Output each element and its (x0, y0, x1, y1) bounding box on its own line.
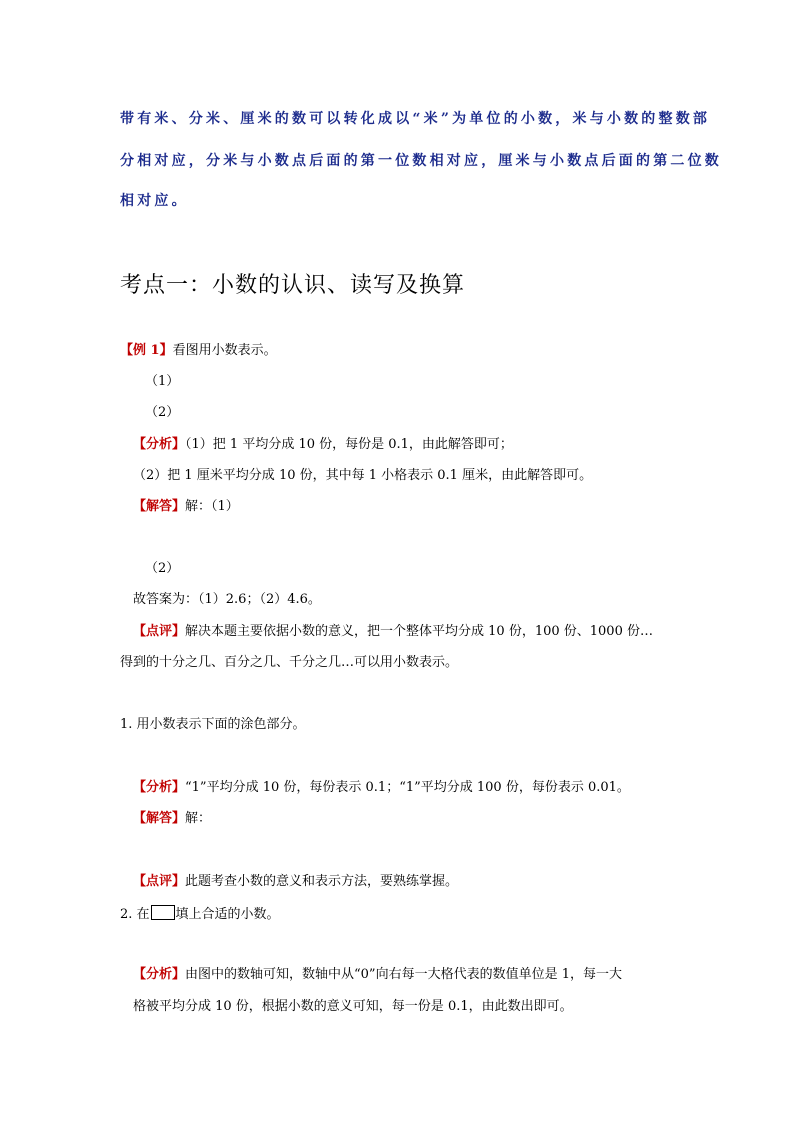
intro-line-3: 相对应。 (120, 193, 189, 209)
problem-2-prefix: 2. 在 (120, 907, 150, 922)
analysis-text-1: 由图中的数轴可知，数轴中从“0”向右每一大格代表的数值单位是 1，每一大 (185, 967, 622, 982)
example-final-answer: 故答案为：（1）2.6；（2）4.6。 (133, 592, 321, 607)
analysis-text-1: （1）把 1 平均分成 10 份，每份是 0.1，由此解答即可； (185, 437, 513, 452)
answer-text: 解： (185, 811, 212, 826)
analysis-tag: 【分析】 (133, 437, 186, 452)
problem-1-comment (133, 874, 458, 890)
analysis-tag: 【分析】 (133, 967, 186, 982)
example-answer-line-2: （2） (145, 561, 180, 576)
comment-tag: 【点评】 (133, 624, 186, 639)
problem-1-answer (133, 811, 211, 827)
analysis-tag: 【分析】 (133, 780, 186, 795)
section-heading: 考点一：小数的认识、读写及换算 (120, 273, 466, 298)
comment-text-1: 解决本题主要依据小数的意义，把一个整体平均分成 10 份，100 份、1000 份… (185, 624, 653, 639)
example-q1: （1） (145, 374, 180, 389)
example-analysis-line-2: （2）把 1 厘米平均分成 10 份，其中每 1 小格表示 0.1 厘米，由此解答即可。 (133, 468, 593, 483)
blank-box (151, 905, 175, 920)
example-comment-line-1 (133, 624, 653, 640)
comment-tag: 【点评】 (133, 874, 186, 889)
example-analysis-line-1 (133, 437, 513, 453)
problem-1-text: 1. 用小数表示下面的涂色部分。 (120, 717, 306, 732)
analysis-text: “1”平均分成 10 份，每份表示 0.1；“1”平均分成 100 份，每份表示 0.01。 (185, 780, 630, 795)
problem-2-suffix: 填上合适的小数。 (175, 907, 280, 922)
example-prompt: 看图用小数表示。 (172, 343, 277, 358)
example-tag: 【例 1】 (120, 343, 173, 358)
example-comment-line-2: 得到的十分之几、百分之几、千分之几…可以用小数表示。 (120, 655, 459, 670)
intro-line-1: 带有米、分米、厘米的数可以转化成以“米”为单位的小数，米与小数的整数部 (120, 111, 711, 127)
intro-line-2: 分相对应，分米与小数点后面的第一位数相对应，厘米与小数点后面的第二位数 (120, 153, 722, 169)
example-answer-line-1 (133, 499, 239, 515)
problem-2-analysis-line-1 (133, 967, 622, 983)
example-prompt-line (120, 343, 277, 359)
answer-tag: 【解答】 (133, 499, 186, 514)
answer-text-1: 解：（1） (185, 499, 239, 514)
example-q2: （2） (145, 405, 180, 420)
problem-2-text (120, 905, 280, 923)
answer-tag: 【解答】 (133, 811, 186, 826)
problem-1-analysis (133, 780, 630, 796)
comment-text: 此题考查小数的意义和表示方法，要熟练掌握。 (185, 874, 459, 889)
problem-2-analysis-line-2: 格被平均分成 10 份，根据小数的意义可知，每一份是 0.1，由此数出即可。 (133, 999, 573, 1014)
